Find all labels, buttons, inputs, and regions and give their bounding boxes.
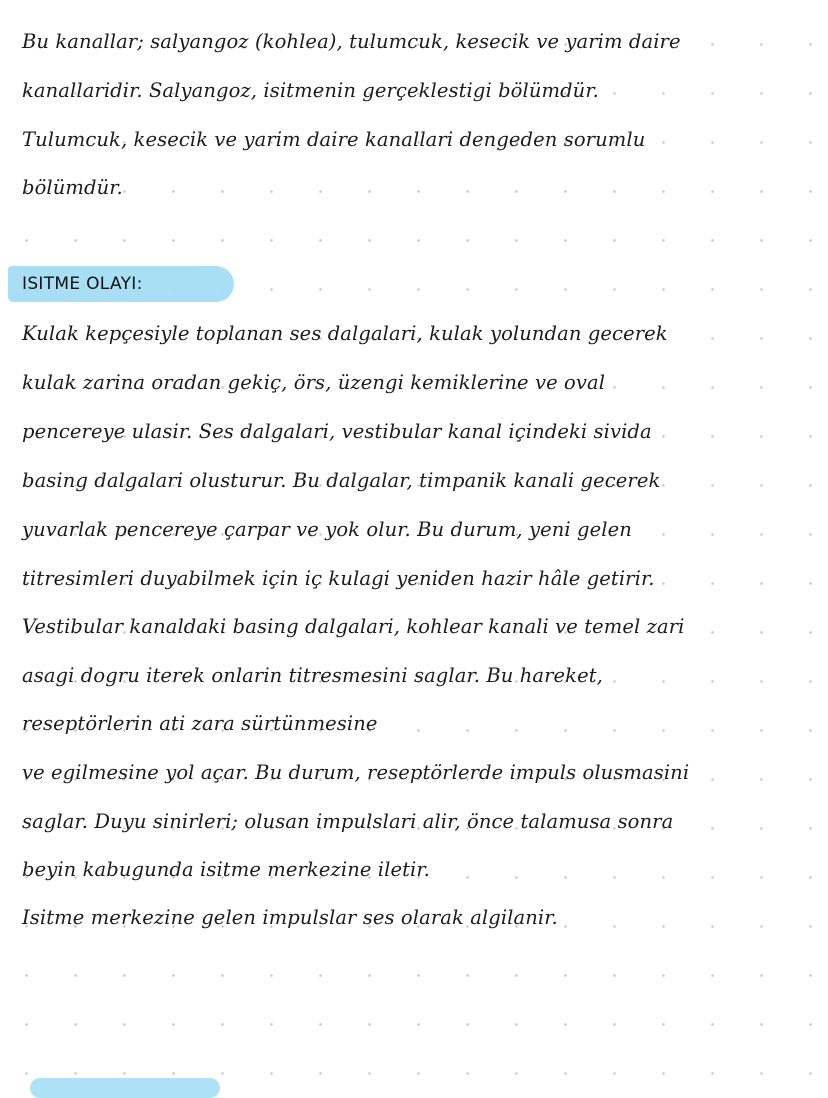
text-line: reseptörlerin ati zara sürtünmesine <box>22 712 378 735</box>
text-line: Isitme merkezine gelen impulslar ses olarak algilanir. <box>22 906 558 929</box>
text-line: beyin kabugunda isitme merkezine iletir. <box>22 858 430 881</box>
text-line: Vestibular kanaldaki basing dalgalari, kohlear kanali ve temel zari <box>22 615 685 638</box>
text-line: titresimleri duyabilmek için iç kulagi yeniden hazir hâle getirir. <box>22 567 655 590</box>
highlighter-mark-bottom <box>30 1078 220 1098</box>
text-line: ve egilmesine yol açar. Bu durum, reseptörlerde impuls olusmasini <box>22 761 690 784</box>
text-line: kanallaridir. Salyangoz, isitmenin gerçeklestigi bölümdür. <box>22 79 599 102</box>
text-line: saglar. Duyu sinirleri; olusan impulslari alir, önce talamusa sonra <box>22 810 674 833</box>
text-line: kulak zarina oradan gekiç, örs, üzengi kemiklerine ve oval <box>22 371 606 394</box>
section-heading <box>8 266 234 304</box>
text-line: pencereye ulasir. Ses dalgalari, vestibular kanal içindeki sivida <box>22 420 652 443</box>
text-line: Tulumcuk, kesecik ve yarim daire kanallari dengeden sorumlu <box>22 128 646 151</box>
text-line: asagi dogru iterek onlarin titresmesini saglar. Bu hareket, <box>22 664 603 687</box>
text-line: yuvarlak pencereye çarpar ve yok olur. Bu durum, yeni gelen <box>22 518 632 541</box>
heading-text: ISITME OLAYI: <box>22 274 143 294</box>
text-line: bölümdür. <box>22 176 123 199</box>
text-line: Bu kanallar; salyangoz (kohlea), tulumcuk, kesecik ve yarim daire <box>22 30 681 53</box>
text-line: Kulak kepçesiyle toplanan ses dalgalari, kulak yolundan gecerek <box>22 322 668 345</box>
text-line: basing dalgalari olusturur. Bu dalgalar, timpanik kanali gecerek <box>22 469 661 492</box>
